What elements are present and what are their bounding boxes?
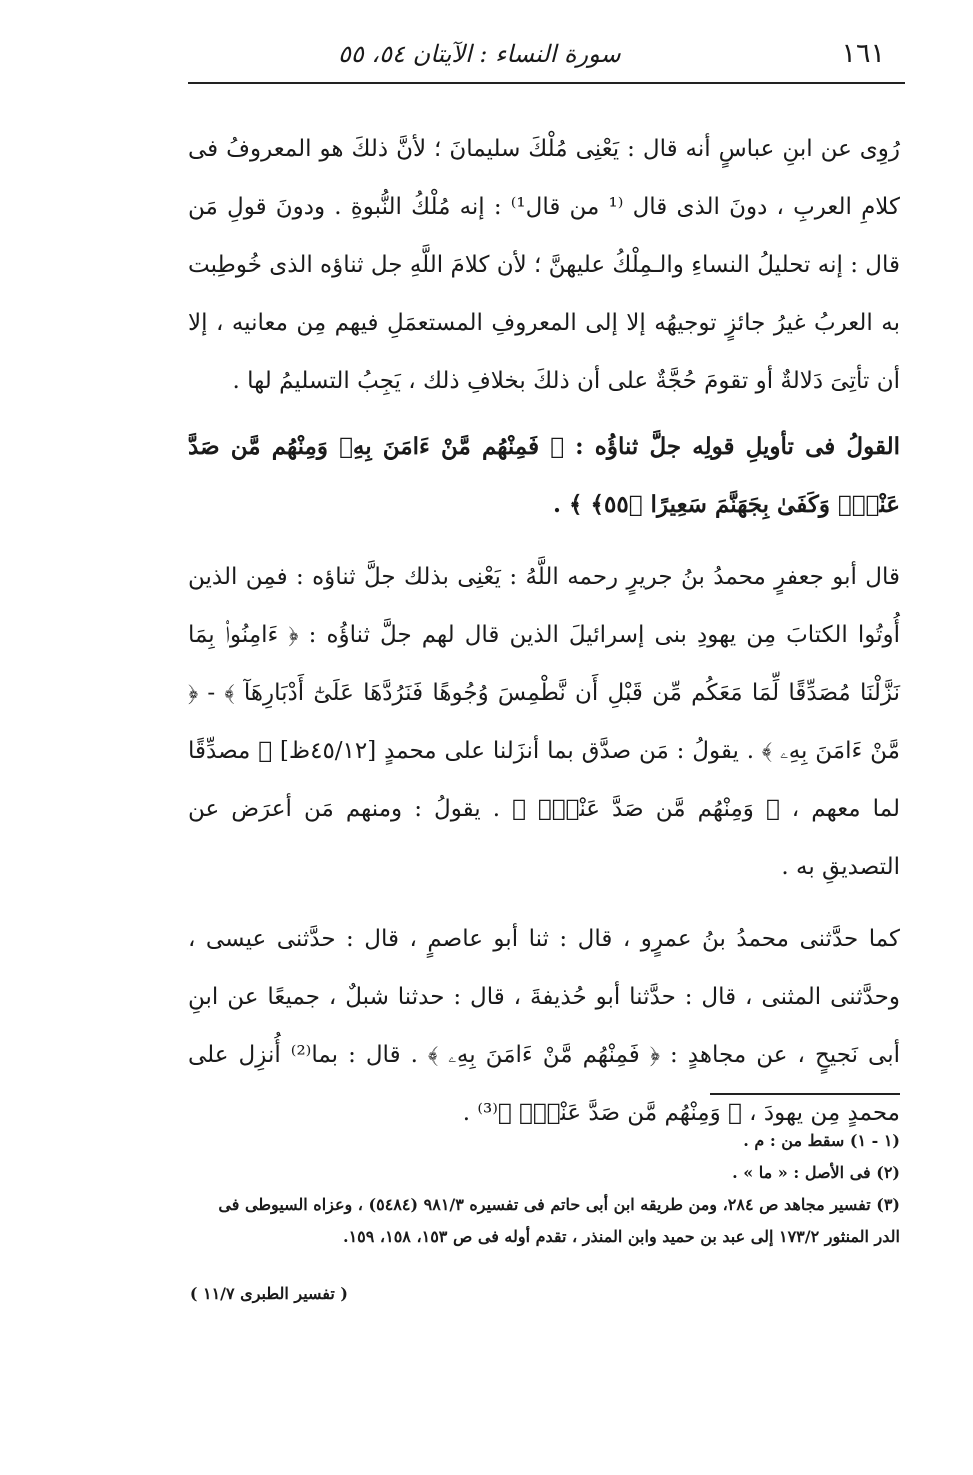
footnote-1: (١ - ١) سقط من : م . — [743, 1131, 900, 1150]
page-header — [188, 36, 905, 84]
paragraph-3: كما حدَّثنى محمدُ بنُ عمرٍو ، قال : ثنا أبو عاصمٍ ، قال : حدَّثنى عيسى ، وحدَّثنى المثنى ، قال : حدَّثنا أبو حُذيفةَ ، قال : حدثنا شبلٌ ، جميعًا عن ابنِ أبى نَجيحٍ ، عن مجاهدٍ : ﴿ فَمِنْهُم مَّنْ ءَامَنَ بِهِۦ ﴾ . قال : بما⁽²⁾ أُنزِل على محمدٍ مِن يهودَ ، ﴿ وَمِنْهُم مَّن صَدَّ عَنْهُۚ ﴾⁽³⁾ . — [188, 926, 900, 1126]
footnote-2: (٢) فى الأصل : « ما » . — [732, 1163, 900, 1182]
footnotes — [188, 1125, 900, 1253]
book-reference: ( تفسير الطبرى ١١/٧ ) — [189, 1284, 348, 1303]
paragraph-1: رُوِى عن ابنِ عباسٍ أنه قال : يَعْنِى مُلْكَ سليمانَ ؛ لأنَّ ذلكَ هو المعروفُ فى كلامِ العربِ ، دونَ الذى قال ⁽¹ من قال¹⁾ : إنه مُلْكُ النُّبوةِ . ودونَ قولِ مَن قال : إنه تحليلُ النساءِ والـمِلْكُ عليهنَّ ؛ لأن كلامَ اللَّهِ جل ثناؤه الذى خُوطِبت به العربُ غيرُ جائزٍ توجيهُه إلا إلى المعروفِ المستعمَلِ فيهم مِن معانيه ، إلا أن تأتِىَ دَلالةٌ أو تقومَ حُجَّةٌ على أن ذلكَ بخلافِ ذلك ، يَجِبُ التسليمُ لها . — [188, 136, 900, 394]
section-heading: القولُ فى تأويلِ قولِه جلَّ ثناؤُه : ﴿ فَمِنْهُم مَّنْ ءَامَنَ بِهِۦ وَمِنْهُم مَّن صَدَّ عَنْهُۚ وَكَفَىٰ بِجَهَنَّمَ سَعِيرًا ﴿٥٥﴾ ﴾ . — [188, 433, 900, 518]
footnote-divider — [710, 1093, 900, 1095]
footnote-3: (٣) تفسير مجاهد ص ٢٨٤، ومن طريقه ابن أبى حاتم فى تفسيره ٩٨١/٣ (٥٤٨٤) ، وعزاه السيوطى فى — [218, 1195, 900, 1214]
page-number: ١٦١ — [841, 38, 885, 69]
footnote-3-continued: الدر المنثور ١٧٣/٢ إلى عبد بن حميد وابن المنذر ، تقدم أوله فى ص ١٥٣، ١٥٨، ١٥٩. — [343, 1227, 900, 1246]
running-title: سورة النساء : الآيتان ٥٤، ٥٥ — [338, 40, 621, 68]
main-text — [188, 120, 900, 1142]
paragraph-2: قال أبو جعفرٍ محمدُ بنُ جريرٍ رحمه اللَّهُ : يَعْنِى بذلك جلَّ ثناؤه : فمِن الذين أُوتُوا الكتابَ مِن يهودِ بنى إسرائيلَ الذين قال لهم جلَّ ثناؤُه : ﴿ ءَامِنُوا۟ بِمَا نَزَّلْنَا مُصَدِّقًا لِّمَا مَعَكُم مِّن قَبْلِ أَن نَّطْمِسَ وُجُوهًا فَنَرُدَّهَا عَلَىٰٓ أَدْبَارِهَآ ﴾ - ﴿ مَّنْ ءَامَنَ بِهِۦ ﴾ . يقولُ : مَن صدَّق بما أنزَلنا على محمدٍ [٤٥/١٢ظ] ﷺ مصدِّقًا لما معهم ، ﴿ وَمِنْهُم مَّن صَدَّ عَنْهُۚ ﴾ . يقولُ : ومنهم مَن أعرَض عن التصديقِ به . — [188, 564, 900, 880]
